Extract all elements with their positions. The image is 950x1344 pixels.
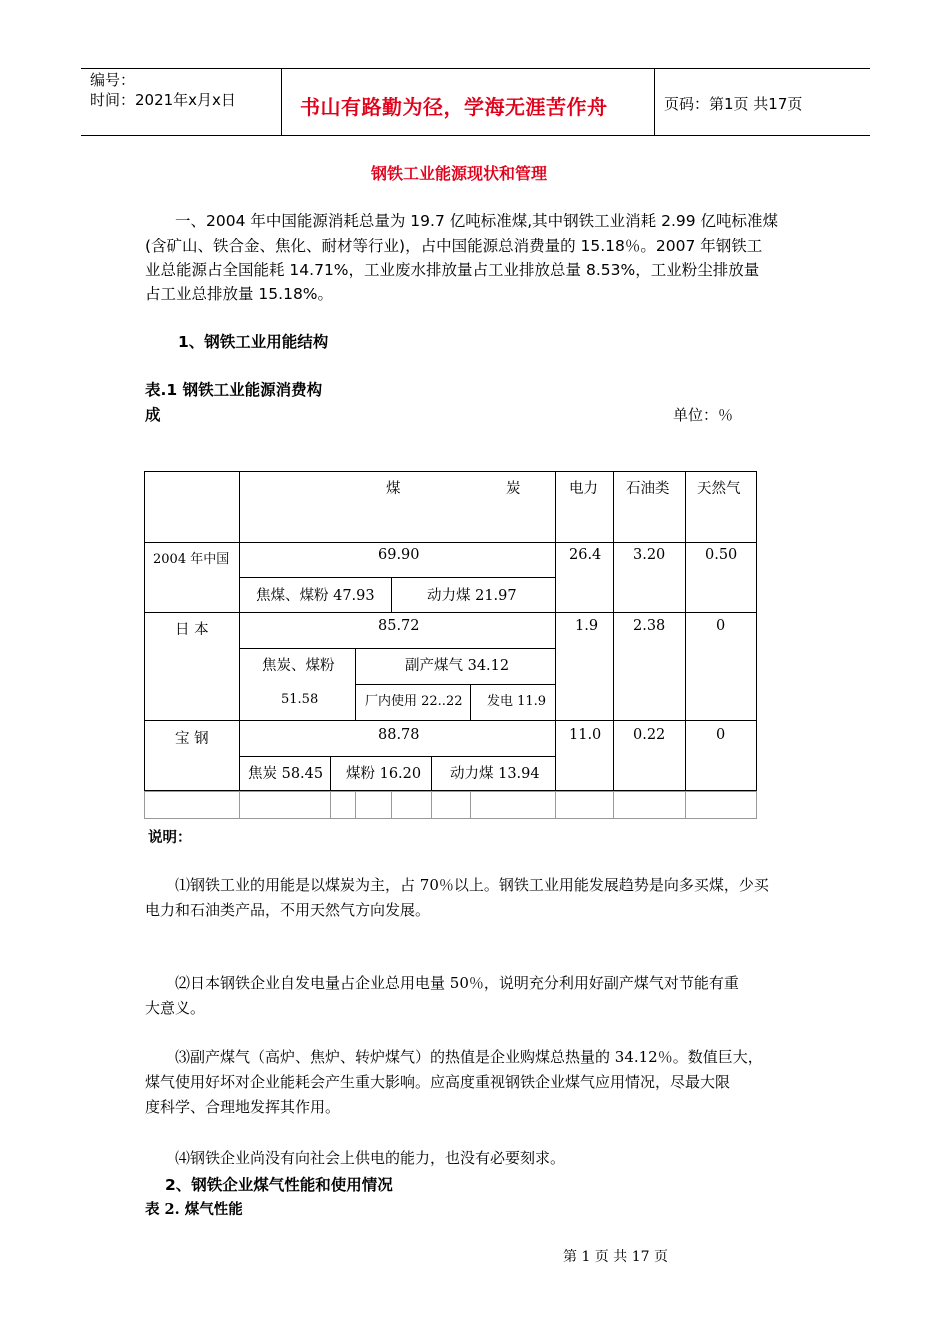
table1-col-divider-2 — [555, 471, 556, 791]
intro-line-3: 业总能源占全国能耗 14.71%，工业废水排放量占工业排放总量 8.53%，工业粉尘排放量 — [145, 261, 760, 279]
table1-unit-label: 单位：％ — [673, 406, 734, 424]
note1-line-2: 电力和石油类产品，不用天然气方向发展。 — [145, 901, 431, 919]
empty-row-vline-8 — [613, 791, 614, 819]
header-bottom-rule — [81, 135, 870, 136]
baosteel-gas: 0 — [716, 727, 726, 743]
table1-col-divider-4 — [685, 471, 686, 791]
japan-gas: 0 — [716, 618, 726, 634]
china-oil: 3.20 — [633, 547, 666, 563]
note3-line-2: 煤气使用好坏对企业能耗会产生重大影响。应高度重视钢铁企业煤气应用情况，尽最大限 — [145, 1073, 731, 1091]
note2-line-1: ⑵日本钢铁企业自发电量占企业总用电量 50％，说明充分利用好副产煤气对节能有重 — [175, 974, 739, 992]
baosteel-sub-divider — [239, 756, 555, 757]
china-label: 2004 年中国 — [153, 552, 230, 567]
note2-line-2: 大意义。 — [145, 999, 206, 1017]
baosteel-sub-2: 煤粉 16.20 — [346, 766, 422, 782]
japan-label: 日 本 — [175, 622, 209, 638]
head-coal-b: 炭 — [506, 481, 521, 497]
baosteel-sub-vline-2 — [431, 756, 432, 791]
header-page-info: 页码：第1页 共17页 — [664, 95, 803, 113]
japan-sub-4: 发电 11.9 — [487, 694, 547, 709]
section2-heading: 2、钢铁企业煤气性能和使用情况 — [165, 1176, 393, 1194]
note3-line-3: 度科学、合理地发挥其作用。 — [145, 1098, 341, 1116]
empty-row-vline-1 — [239, 791, 240, 819]
japan-oil: 2.38 — [633, 618, 666, 634]
empty-row-vline-3 — [355, 791, 356, 819]
table1-row-divider-3 — [144, 720, 757, 721]
japan-sub-divider-2 — [355, 684, 555, 685]
empty-row-vline-2 — [330, 791, 331, 819]
table2-caption: 表 2. 煤气性能 — [145, 1201, 243, 1218]
table1-col-divider-1 — [239, 471, 240, 791]
china-sub-divider — [239, 577, 555, 578]
document-title: 钢铁工业能源现状和管理 — [371, 164, 548, 183]
header-divider-left — [281, 68, 282, 136]
china-power: 26.4 — [569, 547, 602, 563]
note1-line-1: ⑴钢铁工业的用能是以煤炭为主，占 70％以上。钢铁工业用能发展趋势是向多买煤，少买 — [175, 876, 769, 894]
japan-power: 1.9 — [575, 618, 599, 634]
baosteel-coal: 88.78 — [378, 727, 420, 743]
intro-line-4: 占工业总排放量 15.18%。 — [145, 285, 334, 303]
china-sub-vline — [391, 577, 392, 612]
table1-empty-row — [144, 791, 757, 819]
japan-sub-vline-2 — [470, 684, 471, 720]
japan-sub-3: 厂内使用 22..22 — [365, 694, 463, 709]
head-coal-a: 煤 — [386, 481, 401, 497]
japan-sub-1a: 焦炭、煤粉 — [262, 658, 335, 674]
header-divider-right — [654, 68, 655, 136]
head-gas: 天然气 — [697, 481, 741, 497]
page-footer: 第 1 页 共 17 页 — [563, 1249, 668, 1265]
china-sub-1: 焦煤、煤粉 47.93 — [256, 588, 375, 604]
intro-line-1: 一、2004 年中国能源消耗总量为 19.7 亿吨标准煤,其中钢铁工业消耗 2.99 亿吨标准煤 — [175, 212, 779, 230]
baosteel-oil: 0.22 — [633, 727, 666, 743]
header-code-label: 编号： — [90, 71, 136, 89]
japan-sub-divider — [239, 648, 555, 649]
header-motto: 书山有路勤为径，学海无涯苦作舟 — [300, 95, 608, 119]
note4-line-1: ⑷钢铁企业尚没有向社会上供电的能力，也没有必要刻求。 — [175, 1149, 566, 1167]
table1-caption: 表.1 钢铁工业能源消费构 — [145, 381, 323, 399]
header-time-label: 时间：2021年x月x日 — [90, 91, 236, 109]
empty-row-vline-7 — [555, 791, 556, 819]
baosteel-sub-3: 动力煤 13.94 — [450, 766, 540, 782]
empty-row-vline-4 — [391, 791, 392, 819]
japan-sub-1b: 51.58 — [281, 692, 319, 707]
empty-row-vline-9 — [685, 791, 686, 819]
baosteel-sub-1: 焦炭 58.45 — [248, 766, 324, 782]
section1-heading: 1、钢铁工业用能结构 — [178, 333, 329, 351]
baosteel-power: 11.0 — [569, 727, 602, 743]
table1-row-divider-2 — [144, 612, 757, 613]
empty-row-vline-5 — [431, 791, 432, 819]
table1-col-divider-3 — [613, 471, 614, 791]
head-oil: 石油类 — [626, 481, 670, 497]
note3-line-1: ⑶副产煤气（高炉、焦炉、转炉煤气）的热值是企业购煤总热量的 34.12％。数值巨大， — [175, 1048, 763, 1066]
empty-row-vline-6 — [470, 791, 471, 819]
china-gas: 0.50 — [705, 547, 738, 563]
head-power: 电力 — [569, 481, 598, 497]
japan-sub-2: 副产煤气 34.12 — [405, 658, 510, 674]
intro-line-2: (含矿山、铁合金、焦化、耐材等行业)，占中国能源总消费量的 15.18％。2007 年钢铁工 — [145, 237, 763, 255]
china-coal: 69.90 — [378, 547, 420, 563]
japan-coal: 85.72 — [378, 618, 420, 634]
china-sub-2: 动力煤 21.97 — [427, 588, 517, 604]
table1-caption-cont: 成 — [145, 406, 161, 424]
notes-label: 说明： — [148, 829, 192, 846]
baosteel-sub-vline-1 — [330, 756, 331, 791]
baosteel-label: 宝 钢 — [175, 731, 209, 747]
table1-row-divider-1 — [144, 542, 757, 543]
header-top-rule — [81, 68, 870, 69]
